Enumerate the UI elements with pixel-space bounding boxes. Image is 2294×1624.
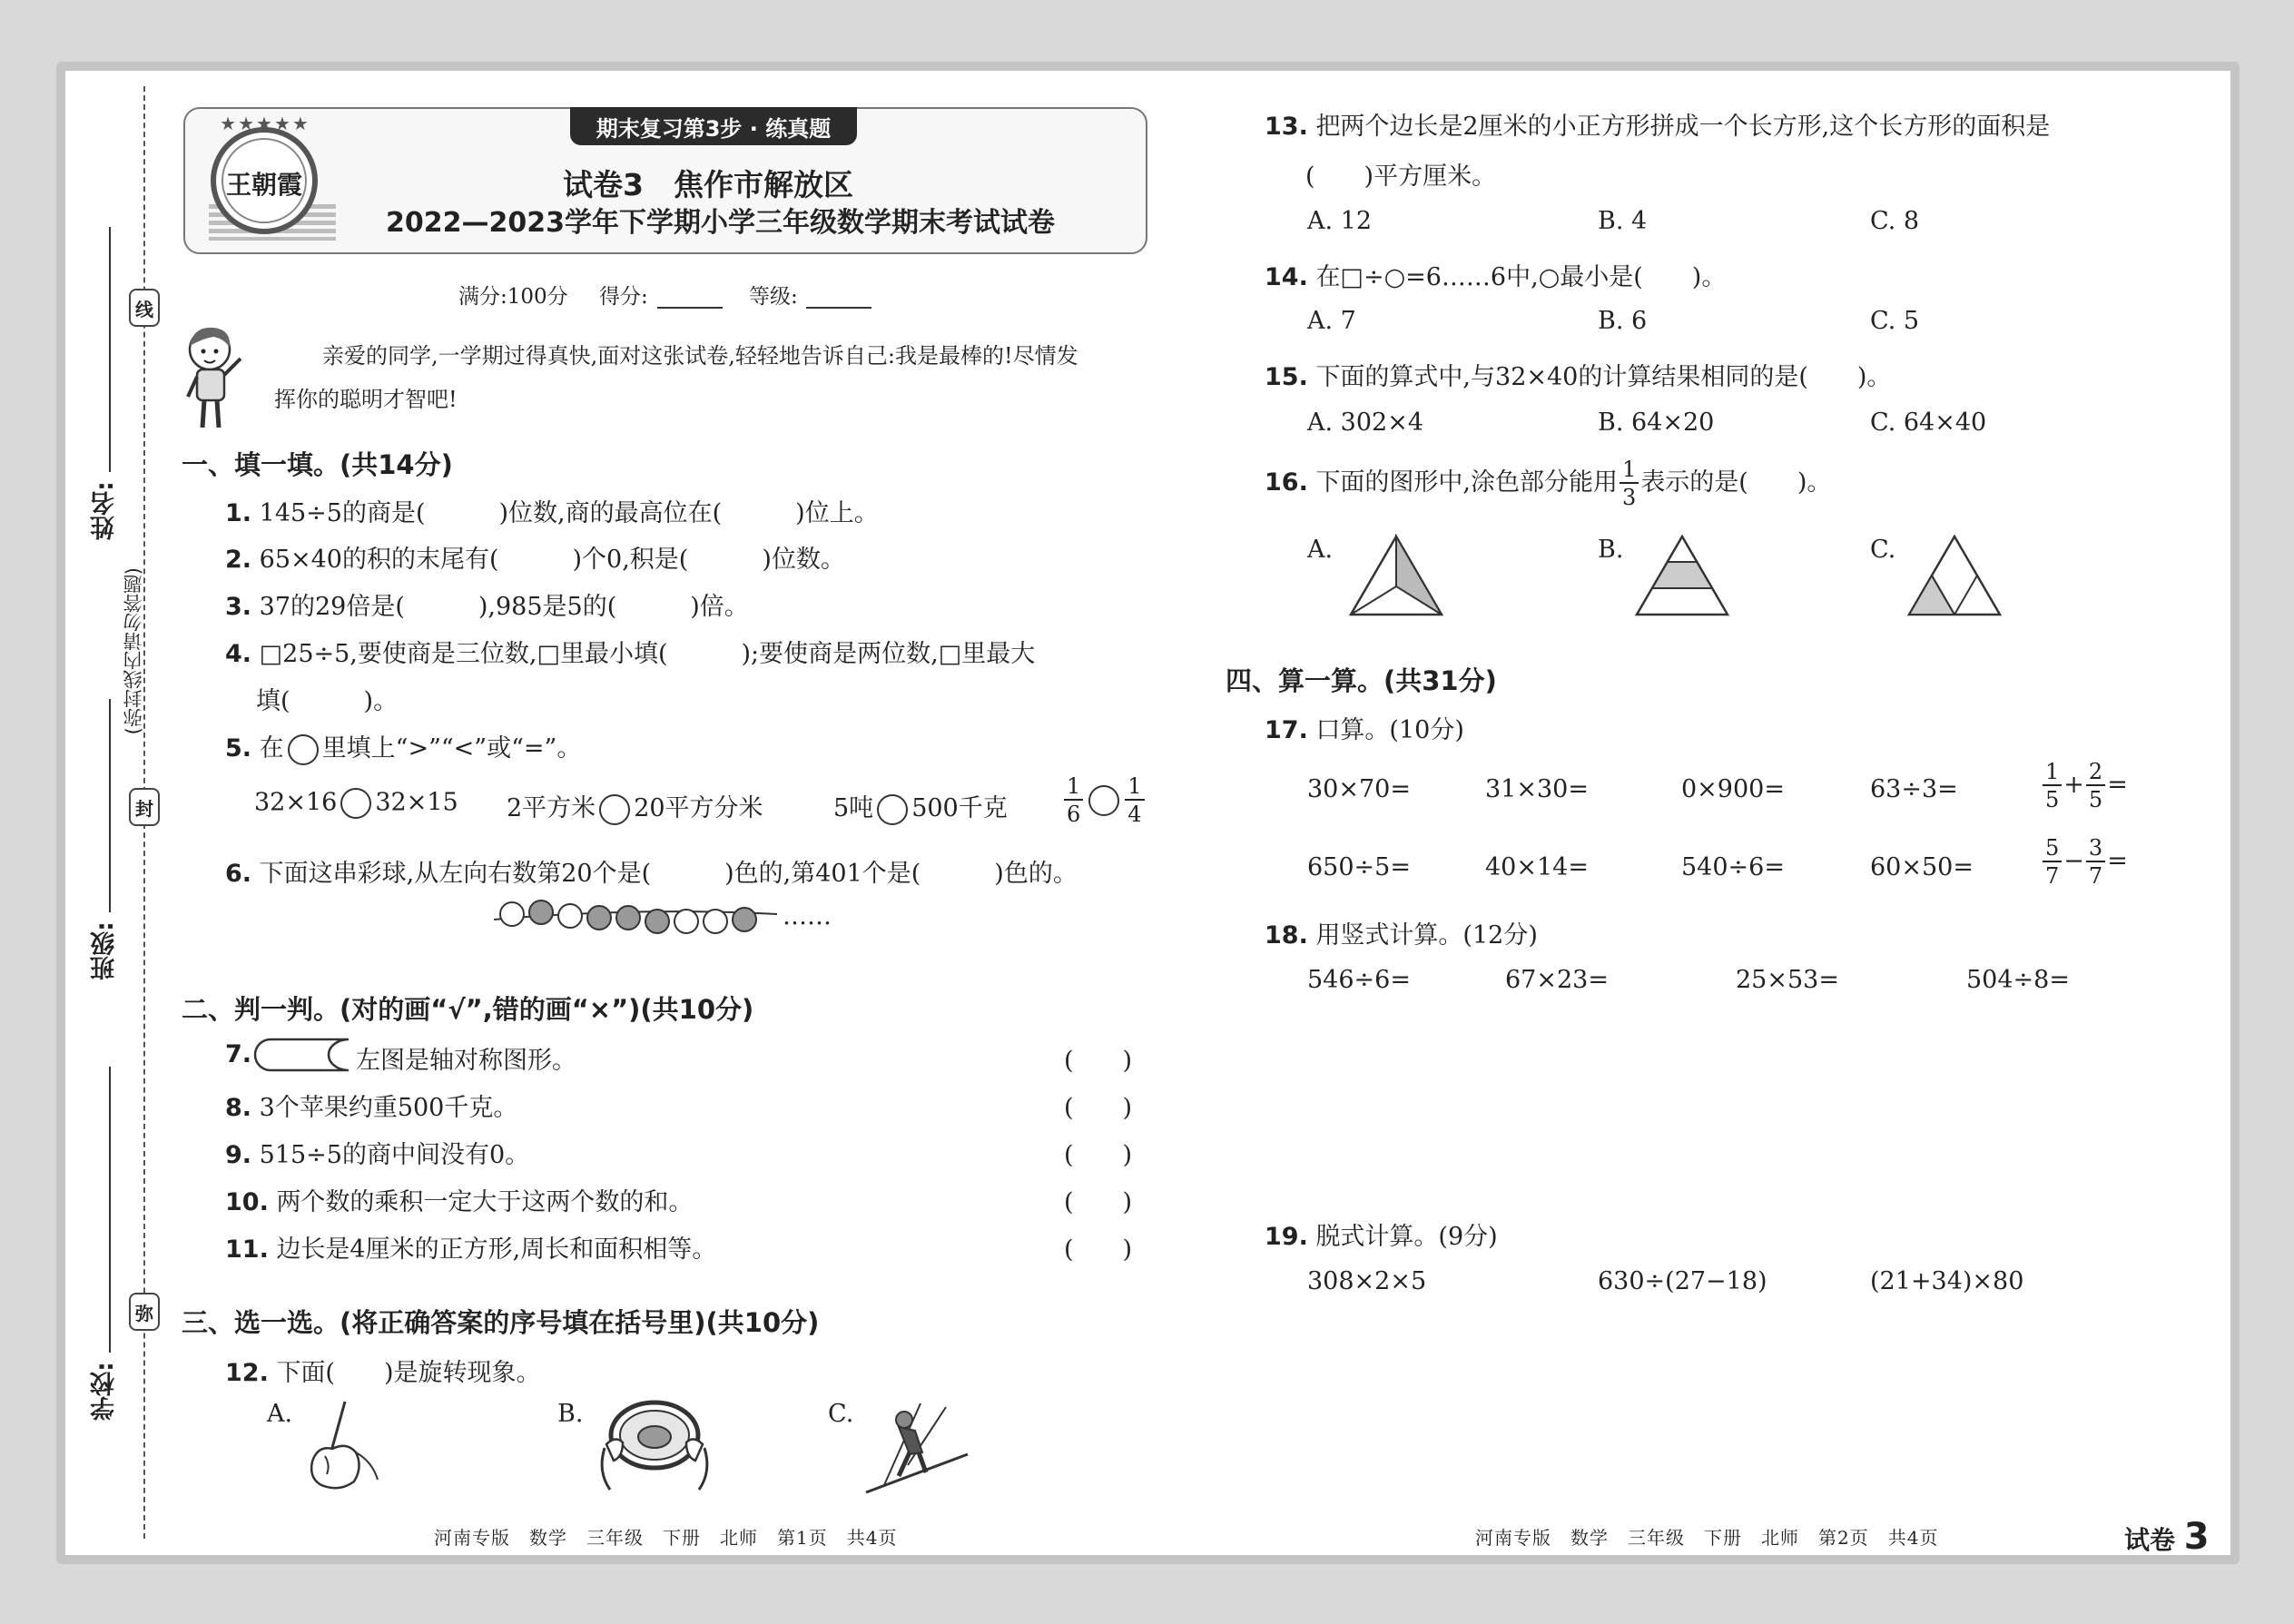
- q5-a-left: 32×16: [254, 788, 338, 817]
- triangle-option-a-icon: [1348, 534, 1444, 617]
- vertical-calc-item[interactable]: 504÷8=: [1966, 966, 2070, 994]
- q5-item-a: [254, 788, 458, 819]
- question-5-prefix: 在: [259, 734, 284, 763]
- oral-calc-item[interactable]: 0×900=: [1681, 775, 1785, 803]
- compare-circle-c[interactable]: [877, 794, 908, 825]
- page-label: [2124, 1516, 2210, 1558]
- triangle-option-c-icon: [1906, 534, 2003, 617]
- question-17: [1265, 710, 1464, 745]
- fraction: $\frac{1}{5}$: [2043, 761, 2062, 811]
- question-13-line2: ( )平方厘米。: [1305, 162, 1497, 191]
- bead-string-icon: [490, 894, 781, 940]
- question-4-text: □25÷5,要使商是三位数,□里最小填( );要使商是两位数,□里最大: [259, 640, 1036, 668]
- school-line[interactable]: [109, 1067, 111, 1353]
- greeting-line2: 挥你的聪明才智吧!: [274, 387, 458, 412]
- question-number: 5.: [225, 734, 252, 763]
- oral-calc-item[interactable]: 63÷3=: [1870, 775, 1958, 803]
- vertical-calc-item[interactable]: 546÷6=: [1307, 966, 1411, 994]
- question-1: [225, 493, 879, 528]
- triangle-option-b-icon: [1634, 534, 1730, 617]
- logo-stars: ★★★★★: [220, 113, 310, 134]
- fraction: $\frac{2}{5}$: [2086, 761, 2105, 811]
- compare-circle-b[interactable]: [599, 794, 630, 825]
- question-12: [225, 1353, 541, 1388]
- question-14-text: 在□÷○=6……6中,○最小是( )。: [1315, 263, 1727, 291]
- grade-label: 等级:: [749, 285, 798, 309]
- equals-sign: =: [2107, 771, 2128, 799]
- compare-circle-a[interactable]: [340, 788, 371, 819]
- question-15: [1265, 357, 1891, 392]
- steering-wheel-icon: [596, 1393, 714, 1493]
- q5-item-b: [507, 788, 763, 825]
- question-5: [225, 728, 581, 765]
- section-2-title: 二、判一判。(对的画“√”,错的画“×”)(共10分): [182, 994, 754, 1025]
- fraction-one-sixth: $\frac{1}{6}$: [1064, 775, 1083, 825]
- question-number: 11.: [225, 1235, 269, 1264]
- compare-circle-sample: [288, 734, 319, 765]
- oral-calc-item[interactable]: 30×70=: [1307, 775, 1411, 803]
- question-number: 14.: [1265, 263, 1308, 291]
- question-13: [1265, 106, 2050, 142]
- question-2-text: 65×40的积的末尾有( )个0,积是( )位数。: [259, 546, 845, 574]
- question-2: [225, 539, 845, 575]
- question-18: [1265, 915, 1538, 950]
- class-label: 班级:: [91, 921, 119, 980]
- question-number: 6.: [225, 860, 252, 888]
- q13-option-b[interactable]: B. 4: [1598, 207, 1648, 235]
- capsule-shape-icon: [252, 1037, 354, 1073]
- question-19-text: 脱式计算。(9分): [1315, 1223, 1498, 1251]
- question-7-text: 左图是轴对称图形。: [356, 1047, 576, 1075]
- operator: +: [2063, 771, 2084, 799]
- question-13-text: 把两个边长是2厘米的小正方形拼成一个长方形,这个长方形的面积是: [1315, 113, 2051, 141]
- binding-notice: (弥封线内请勿答题): [123, 567, 144, 735]
- step-calc-item[interactable]: 308×2×5: [1307, 1267, 1427, 1295]
- question-4: [225, 634, 1035, 669]
- q11-answer-paren[interactable]: ( ): [1064, 1235, 1133, 1264]
- section-3-title: 三、选一选。(将正确答案的序号填在括号里)(共10分): [182, 1307, 820, 1338]
- step-calc-item[interactable]: (21+34)×80: [1870, 1267, 2024, 1295]
- logo-text: 王朝霞: [225, 170, 302, 200]
- oral-calc-item[interactable]: 60×50=: [1870, 853, 1974, 881]
- q10-answer-paren[interactable]: ( ): [1064, 1188, 1133, 1216]
- question-5-suffix: 里填上“>”“<”或“=”。: [321, 734, 582, 763]
- q5-item-d: [1062, 775, 1147, 825]
- q16-option-b-label[interactable]: B.: [1598, 536, 1624, 564]
- question-7: [225, 1040, 251, 1068]
- q12-option-b-label: B.: [557, 1400, 584, 1428]
- question-number: 12.: [225, 1359, 269, 1387]
- question-18-text: 用竖式计算。(12分): [1315, 921, 1538, 950]
- exam-title: 试卷3 焦作市解放区: [563, 167, 853, 202]
- q14-option-a[interactable]: A. 7: [1307, 307, 1356, 335]
- q5-a-right: 32×15: [375, 788, 458, 817]
- q14-option-b[interactable]: B. 6: [1598, 307, 1648, 335]
- oral-calc-item[interactable]: 540÷6=: [1681, 853, 1785, 881]
- question-number: 2.: [225, 546, 252, 574]
- school-label: 学校:: [91, 1362, 119, 1421]
- step-calc-item[interactable]: 630÷(27−18): [1598, 1267, 1767, 1295]
- hand-writing-icon: [300, 1398, 381, 1498]
- q16-option-a-label[interactable]: A.: [1307, 536, 1334, 564]
- question-11: [225, 1229, 716, 1265]
- q5-b-right: 20平方分米: [634, 794, 763, 822]
- q12-option-a-label: A.: [267, 1400, 293, 1428]
- question-3: [225, 586, 749, 622]
- bead-ellipsis: ……: [783, 902, 832, 930]
- oral-calc-fraction-item[interactable]: [2041, 761, 2128, 811]
- page-label-text: 试卷: [2124, 1525, 2176, 1555]
- fraction: $\frac{5}{7}$: [2043, 837, 2062, 887]
- seal-feng-label: 封: [129, 788, 160, 826]
- q15-option-b[interactable]: B. 64×20: [1598, 408, 1715, 437]
- question-6-text: 下面这串彩球,从左向右数第20个是( )色的,第401个是( )色的。: [259, 860, 1078, 888]
- q15-option-a[interactable]: A. 302×4: [1307, 408, 1423, 437]
- name-line[interactable]: [109, 227, 111, 472]
- question-3-text: 37的29倍是( ),985是5的( )倍。: [259, 593, 749, 621]
- class-line[interactable]: [109, 699, 111, 912]
- question-15-text: 下面的算式中,与32×40的计算结果相同的是( )。: [1315, 363, 1892, 391]
- question-number: 18.: [1265, 921, 1308, 950]
- vertical-calc-item[interactable]: 67×23=: [1505, 966, 1609, 994]
- question-12-text: 下面( )是旋转现象。: [276, 1359, 541, 1387]
- question-16: [1265, 458, 1831, 508]
- q5-b-left: 2平方米: [507, 794, 596, 822]
- q5-c-left: 5吨: [833, 794, 874, 822]
- seal-mi-label: 弥: [129, 1293, 160, 1331]
- question-number: 1.: [225, 499, 252, 527]
- question-1-text: 145÷5的商是( )位数,商的最高位在( )位上。: [259, 499, 879, 527]
- logo-seal: [211, 127, 318, 234]
- q5-item-c: [833, 788, 1008, 825]
- fraction-one-fourth: $\frac{1}{4}$: [1125, 775, 1144, 825]
- name-label: 姓名:: [91, 481, 119, 540]
- question-number: 13.: [1265, 113, 1308, 141]
- question-16-post: 表示的是( )。: [1640, 468, 1832, 497]
- skier-icon: [862, 1398, 971, 1498]
- q8-answer-paren[interactable]: ( ): [1064, 1094, 1133, 1122]
- fraction-one-third: $\frac{1}{3}$: [1620, 458, 1639, 508]
- q13-option-a[interactable]: A. 12: [1307, 207, 1373, 235]
- question-number: 10.: [225, 1188, 269, 1216]
- seal-line-label: 线: [129, 289, 160, 327]
- question-number: 8.: [225, 1094, 252, 1122]
- score-blank[interactable]: [657, 307, 723, 309]
- q9-answer-paren[interactable]: ( ): [1064, 1141, 1133, 1169]
- greeting-line1: 亲爱的同学,一学期过得真快,面对这张试卷,轻轻地告诉自己:我是最棒的!尽情发: [322, 343, 1078, 369]
- fraction: $\frac{3}{7}$: [2086, 837, 2105, 887]
- q5-c-right: 500千克: [911, 794, 1008, 822]
- grade-blank[interactable]: [806, 307, 871, 309]
- q15-option-c[interactable]: C. 64×40: [1870, 408, 1987, 437]
- cartoon-boy-icon: [177, 322, 250, 436]
- q13-option-c[interactable]: C. 8: [1870, 207, 1920, 235]
- score-label: 得分:: [599, 285, 648, 309]
- question-number: 3.: [225, 593, 252, 621]
- vertical-calc-item[interactable]: 25×53=: [1736, 966, 1839, 994]
- footer-right: 河南专版 数学 三年级 下册 北师 第2页 共4页: [1475, 1527, 1939, 1549]
- q14-option-c[interactable]: C. 5: [1870, 307, 1920, 335]
- question-8: [225, 1088, 517, 1123]
- compare-circle-d[interactable]: [1088, 785, 1119, 816]
- question-number: 19.: [1265, 1223, 1308, 1251]
- oral-calc-item[interactable]: 31×30=: [1485, 775, 1589, 803]
- question-9: [225, 1135, 529, 1170]
- question-16-pre: 下面的图形中,涂色部分能用: [1315, 468, 1619, 497]
- question-number: 4.: [225, 640, 252, 668]
- question-14: [1265, 257, 1726, 292]
- banner-text: 期末复习第3步 · 练真题: [596, 115, 832, 142]
- question-number: 16.: [1265, 468, 1308, 497]
- footer-left: 河南专版 数学 三年级 下册 北师 第1页 共4页: [434, 1527, 898, 1549]
- q7-answer-paren[interactable]: ( ): [1064, 1047, 1133, 1075]
- question-10: [225, 1182, 693, 1217]
- page-number: 3: [2183, 1516, 2210, 1558]
- question-9-text: 515÷5的商中间没有0。: [259, 1141, 530, 1169]
- section-4-title: 四、算一算。(共31分): [1226, 665, 1497, 696]
- q16-option-c-label[interactable]: C.: [1870, 536, 1896, 564]
- banner-tab: [570, 107, 857, 145]
- section-1-title: 一、填一填。(共14分): [182, 449, 453, 480]
- question-17-text: 口算。(10分): [1315, 716, 1464, 744]
- question-10-text: 两个数的乘积一定大于这两个数的和。: [276, 1188, 694, 1216]
- question-4-line2: 填( )。: [256, 687, 399, 715]
- question-number: 17.: [1265, 716, 1308, 744]
- exam-subtitle: 2022—2023学年下学期小学三年级数学期末考试试卷: [386, 207, 1055, 239]
- oral-calc-fraction-item[interactable]: [2041, 837, 2128, 887]
- question-number: 7.: [225, 1040, 252, 1068]
- full-score: 满分:100分: [458, 285, 568, 309]
- equals-sign: =: [2107, 847, 2128, 875]
- question-11-text: 边长是4厘米的正方形,周长和面积相等。: [276, 1235, 717, 1264]
- question-8-text: 3个苹果约重500千克。: [259, 1094, 518, 1122]
- question-6: [225, 853, 1078, 889]
- question-number: 15.: [1265, 363, 1308, 391]
- question-19: [1265, 1216, 1498, 1252]
- oral-calc-item[interactable]: 650÷5=: [1307, 853, 1411, 881]
- oral-calc-item[interactable]: 40×14=: [1485, 853, 1589, 881]
- q12-option-c-label: C.: [828, 1400, 854, 1428]
- operator: −: [2063, 847, 2084, 875]
- question-number: 9.: [225, 1141, 252, 1169]
